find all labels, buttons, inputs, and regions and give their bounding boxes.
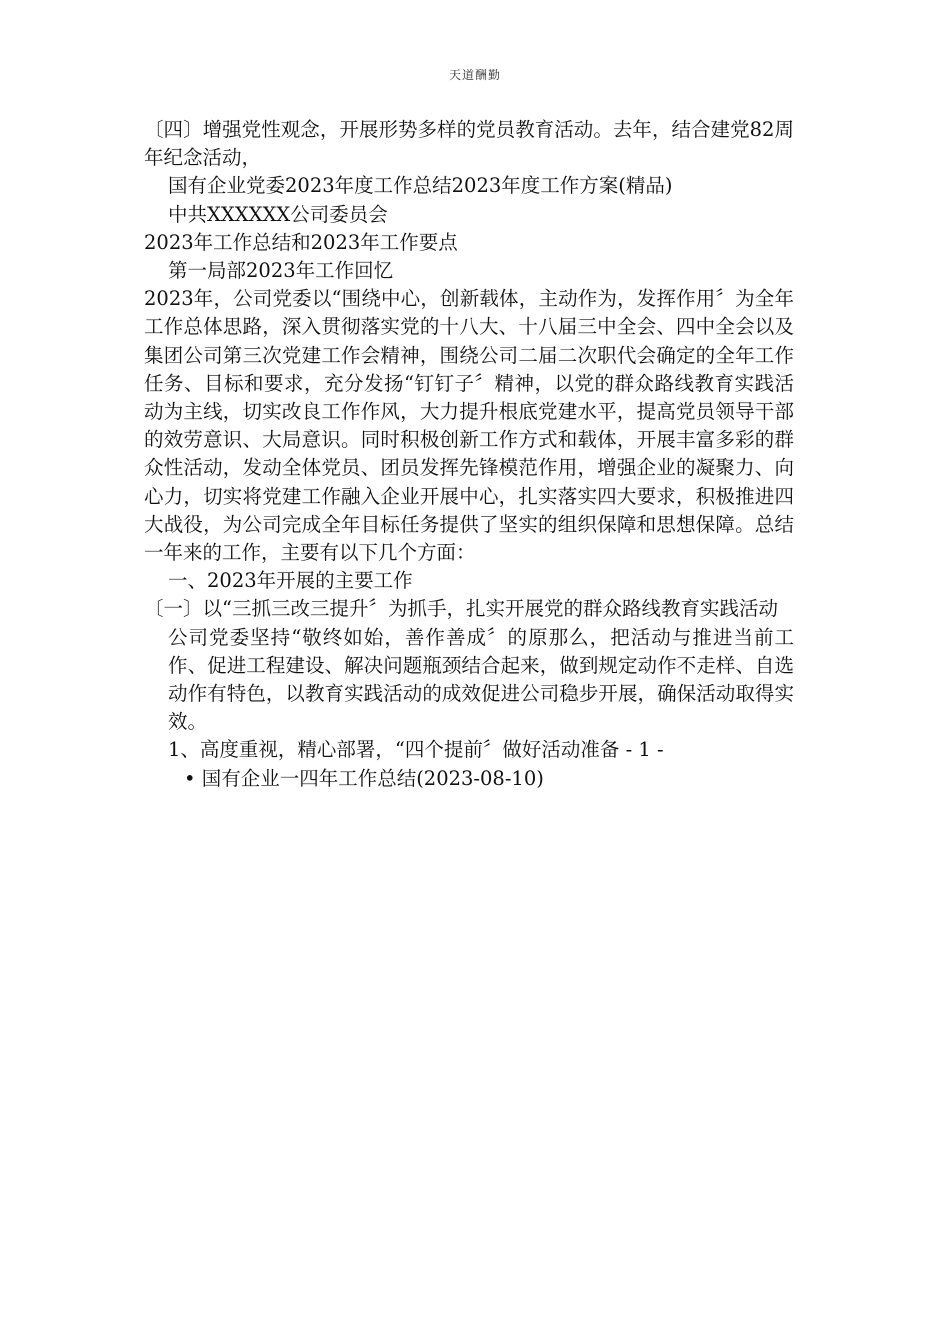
- section-one-heading: 一、2023年开展的主要工作: [168, 569, 413, 593]
- paragraph-party-committee: 公司党委坚持“敬终如始，善作善成〞的原那么，把活动与推进当前工作、促进工程建设、解决问题瓶颈结合起来，做到规定动作不走样、自选动作有特色，以教育实践活动的成效促进公司稳步开展，确保活动取得实效。: [168, 625, 794, 734]
- page-header: 天道酬勤: [448, 68, 501, 82]
- paragraph-year-review: 2023年，公司党委以“围绕中心，创新载体，主动作为，发挥作用〞为全年工作总体思路，深入贯彻落实党的十八大、十八届三中全会、四中全会以及集团公司第三次党建工作会精神，围绕公司二届二次职代会确定的全年工作任务、目标和要求，充分发扬“钉钉子〞精神，以党的群众路线教育实践活动为主线，切实改良工作作风，大力提升根底党建水平，提高党员领导干部的效劳意识、大局意识。同时积极创新工作方式和载体，开展丰富多彩的群众性活动，发动全体党员、团员发挥先锋模范作用，增强企业的凝聚力、向心力，切实将党建工作融入企业开展中心，扎实落实四大要求，积极推进四大战役，为公司完成全年目标任务提供了坚实的组织保障和思想保障。总结一年来的工作，主要有以下几个方面：: [144, 287, 794, 565]
- document-body: [144, 116, 794, 793]
- part-one-heading: 第一局部2023年工作回忆: [168, 259, 394, 283]
- summary-heading: 2023年工作总结和2023年工作要点: [144, 230, 458, 254]
- item-one-heading: 1、高度重视，精心部署，“四个提前〞做好活动准备 - 1 -: [168, 738, 664, 762]
- related-document-link[interactable]: • 国有企业一四年工作总结(2023-08-10): [184, 766, 544, 790]
- paragraph-four-activities: 〔四〕增强党性观念，开展形势多样的党员教育活动。去年，结合建党82周年纪念活动，: [144, 118, 794, 170]
- document-title: 国有企业党委2023年度工作总结2023年度工作方案(精品): [168, 174, 673, 198]
- organization-name: 中共XXXXXX公司委员会: [168, 202, 388, 226]
- subsection-one-heading: 〔一〕以“三抓三改三提升〞为抓手，扎实开展党的群众路线教育实践活动: [144, 597, 778, 621]
